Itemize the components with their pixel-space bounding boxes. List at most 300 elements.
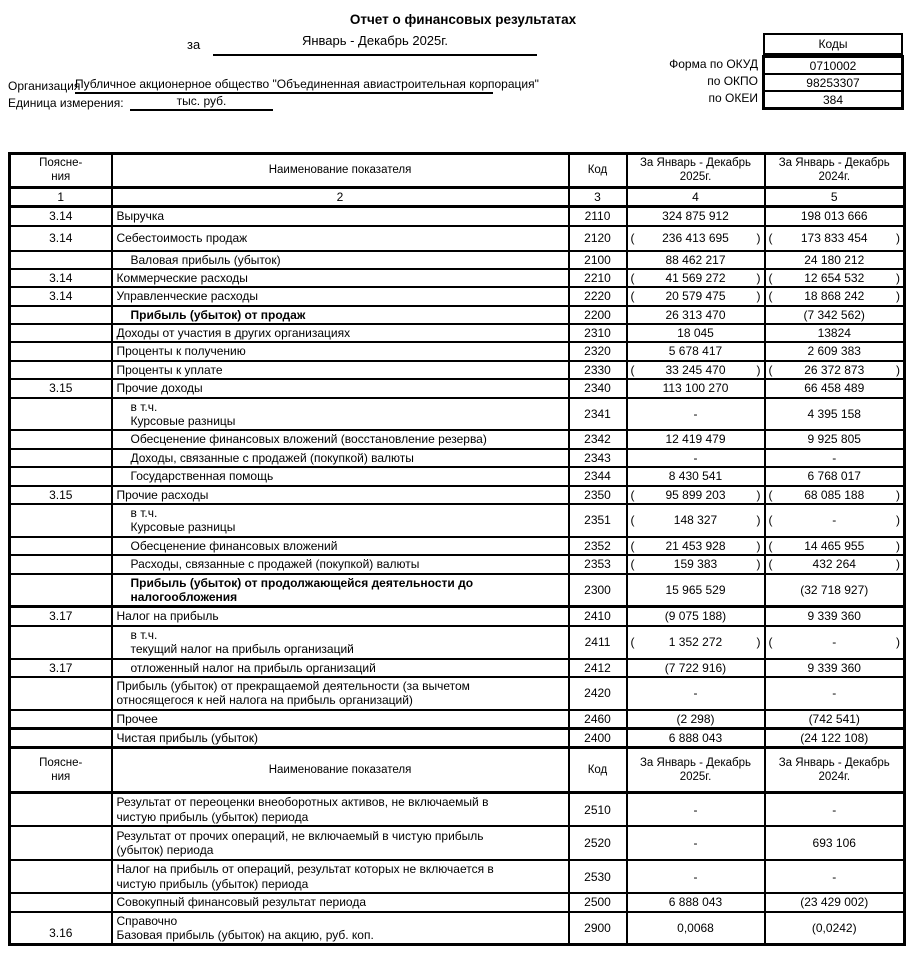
value-2024-cell: (742 541): [765, 710, 905, 729]
parenthesized-value: [769, 539, 901, 553]
notes-cell: [10, 467, 112, 485]
close-paren: ): [756, 362, 761, 377]
text-line: Расходы, связанные с продажей (покупкой) валюты: [130, 557, 420, 572]
notes-cell: 3.15: [10, 379, 112, 397]
code-cell: 2100: [569, 251, 627, 269]
notes-cell: [10, 306, 112, 324]
value-2024-cell: 2 609 383: [765, 342, 905, 360]
indicator-name-cell: [112, 826, 569, 860]
close-paren: ): [896, 557, 900, 572]
close-paren: ): [896, 289, 900, 304]
value-text: 1 352 272: [668, 634, 723, 649]
parenthesized-value: [769, 557, 901, 571]
notes-cell: [10, 826, 112, 860]
close-paren: ): [896, 230, 900, 245]
value-2025-cell: [627, 555, 765, 573]
header-period-2024: [765, 154, 905, 188]
code-cell: 2353: [569, 555, 627, 573]
parenthesized-value: [769, 231, 901, 245]
value-text: 236 413 695: [662, 230, 729, 245]
close-paren: ): [756, 230, 761, 245]
close-paren: ): [896, 513, 900, 528]
code-cell: 2410: [569, 607, 627, 626]
text-line: в т.ч.: [130, 627, 158, 642]
codes-box-title: Коды: [763, 33, 903, 55]
value-2025-cell: [627, 226, 765, 251]
header-code: Код: [569, 748, 627, 793]
notes-cell: [10, 251, 112, 269]
text-line: Проценты к получению: [116, 344, 246, 359]
unit-value: тыс. руб.: [130, 94, 273, 111]
value-2025-cell: 15 965 529: [627, 574, 765, 607]
open-paren: (: [768, 513, 773, 528]
value-2025-cell: -: [627, 449, 765, 467]
indicator-name-cell: [112, 893, 569, 911]
open-paren: (: [630, 634, 635, 649]
notes-cell: 3.14: [10, 207, 112, 226]
table-row: [10, 467, 905, 485]
code-cell: 2530: [569, 860, 627, 893]
text-line: Поясне-: [39, 757, 83, 770]
text-line: За Январь - Декабрь: [778, 157, 890, 169]
value-2025-cell: 5 678 417: [627, 342, 765, 360]
value-2025-cell: 12 419 479: [627, 430, 765, 448]
notes-cell: [10, 398, 112, 431]
page-title: Отчет о финансовых результатах: [349, 12, 577, 27]
code-cell: 2200: [569, 306, 627, 324]
parenthesized-value: [769, 488, 901, 502]
value-text: 41 569 272: [665, 270, 726, 285]
table-row: [10, 342, 905, 360]
notes-cell: [10, 860, 112, 893]
parenthesized-value: [631, 289, 761, 303]
text-line: чистую прибыль (убыток) периода: [116, 876, 309, 891]
open-paren: (: [768, 634, 773, 649]
value-2024-cell: -: [765, 793, 905, 826]
table-row: [10, 626, 905, 659]
indicator-name-cell: [112, 912, 569, 945]
text-line: Поясне-: [39, 157, 83, 169]
okud-code-value: 0710002: [809, 58, 857, 73]
indicator-name-cell: [112, 379, 569, 397]
code-cell: 2210: [569, 269, 627, 287]
value-text: 148 327: [673, 513, 718, 528]
header-indicator-name: Наименование показателя: [112, 748, 569, 793]
value-2025-cell: [627, 361, 765, 379]
notes-cell: 3.14: [10, 226, 112, 251]
text-line: 2025г.: [679, 171, 712, 184]
text-line: налогообложения: [130, 589, 238, 604]
indicator-name-cell: [112, 306, 569, 324]
text-line: в т.ч.: [130, 506, 158, 520]
header-period-2025: [627, 154, 765, 188]
header-code: Код: [569, 154, 627, 188]
parenthesized-value: [631, 539, 761, 553]
open-paren: (: [768, 230, 773, 245]
text-line: Обесценение финансовых вложений (восстановление резерва): [130, 432, 487, 447]
code-cell: 2300: [569, 574, 627, 607]
unit-label: Единица измерения:: [8, 96, 124, 110]
table-row: [10, 555, 905, 573]
value-2024-cell: [765, 361, 905, 379]
indicator-name-cell: [112, 793, 569, 826]
text-line: ния: [51, 771, 71, 784]
value-2024-cell: -: [765, 677, 905, 710]
parenthesized-value: [631, 271, 761, 285]
column-number: 4: [627, 187, 765, 206]
notes-cell: [10, 677, 112, 710]
value-2025-cell: 18 045: [627, 324, 765, 342]
open-paren: (: [768, 557, 773, 572]
code-cell: 2460: [569, 710, 627, 729]
parenthesized-value: [631, 231, 761, 245]
table-row: [10, 361, 905, 379]
table-row: [10, 793, 905, 826]
text-line: Налог на прибыль: [116, 609, 219, 624]
text-line: Государственная помощь: [130, 469, 274, 484]
notes-cell: 3.17: [10, 659, 112, 677]
text-line: ния: [51, 171, 71, 184]
value-2025-cell: [627, 486, 765, 504]
value-2025-cell: -: [627, 398, 765, 431]
value-2024-cell: [765, 486, 905, 504]
notes-cell: [10, 430, 112, 448]
value-2024-cell: 9 925 805: [765, 430, 905, 448]
parenthesized-value: [631, 635, 761, 649]
text-line: в т.ч.: [130, 399, 158, 414]
parenthesized-value: [631, 488, 761, 502]
text-line: Результат от прочих операций, не включаемый в чистую прибыль: [116, 828, 484, 843]
column-number: 1: [10, 187, 112, 206]
value-2025-cell: [627, 269, 765, 287]
column-number: 5: [765, 187, 905, 206]
indicator-name-cell: [112, 467, 569, 485]
header-period-2024: [765, 748, 905, 793]
code-cell: 2412: [569, 659, 627, 677]
indicator-name-cell: [112, 710, 569, 729]
parenthesized-value: [769, 513, 901, 527]
parenthesized-value: [631, 557, 761, 571]
period-prefix-label: за: [187, 37, 201, 52]
code-cell: 2510: [569, 793, 627, 826]
indicator-name-cell: [112, 504, 569, 537]
notes-cell: 3.15: [10, 486, 112, 504]
text-line: чистую прибыль (убыток) периода: [116, 809, 309, 824]
codes-box: [762, 55, 904, 110]
text-line: Совокупный финансовый результат периода: [116, 895, 367, 910]
table-header-row: [10, 154, 905, 188]
indicator-name-cell: [112, 287, 569, 305]
table-row: [10, 537, 905, 555]
code-cell: 2411: [569, 626, 627, 659]
indicator-name-cell: [112, 430, 569, 448]
value-2024-cell: 13824: [765, 324, 905, 342]
report-period: Январь - Декабрь 2025г.: [213, 33, 537, 56]
organization-value: Публичное акционерное общество "Объединенная авиастроительная корпорация": [75, 77, 493, 94]
code-cell: 2110: [569, 207, 627, 226]
value-2024-cell: (0,0242): [765, 912, 905, 945]
text-line: Управленческие расходы: [116, 289, 258, 304]
code-cell: 2420: [569, 677, 627, 710]
value-2025-cell: 324 875 912: [627, 207, 765, 226]
value-text: 159 383: [673, 557, 718, 572]
open-paren: (: [768, 487, 773, 502]
indicator-name-cell: [112, 537, 569, 555]
value-2024-cell: [765, 287, 905, 305]
table-row: [10, 226, 905, 251]
column-number: 3: [569, 187, 627, 206]
value-2025-cell: [627, 626, 765, 659]
close-paren: ): [756, 634, 761, 649]
table-row: [10, 729, 905, 748]
parenthesized-value: [769, 271, 901, 285]
value-text: -: [832, 513, 837, 528]
indicator-name-cell: [112, 324, 569, 342]
notes-cell: [10, 793, 112, 826]
table-row: [10, 324, 905, 342]
value-2025-cell: 113 100 270: [627, 379, 765, 397]
value-2024-cell: 693 106: [765, 826, 905, 860]
notes-cell: [10, 710, 112, 729]
text-line: 2024г.: [818, 771, 851, 784]
indicator-name-cell: [112, 677, 569, 710]
text-line: Прибыль (убыток) от продолжающейся деятельности до: [130, 575, 474, 590]
text-line: Справочно: [116, 913, 178, 928]
value-text: 18 868 242: [804, 289, 865, 304]
table-row: [10, 607, 905, 626]
value-2025-cell: 88 462 217: [627, 251, 765, 269]
notes-cell: [10, 729, 112, 748]
text-line: За Январь - Декабрь: [778, 757, 890, 770]
notes-cell: 3.17: [10, 607, 112, 626]
value-2024-cell: -: [765, 860, 905, 893]
indicator-name-cell: [112, 342, 569, 360]
value-text: 26 372 873: [804, 362, 865, 377]
value-2024-cell: [765, 626, 905, 659]
indicator-name-cell: [112, 659, 569, 677]
text-line: Налог на прибыль от операций, результат которых не включается в: [116, 862, 494, 877]
indicator-name-cell: [112, 860, 569, 893]
text-line: Доходы от участия в других организациях: [116, 326, 351, 341]
notes-cell: [10, 361, 112, 379]
table-row: [10, 287, 905, 305]
close-paren: ): [756, 557, 761, 572]
table-row: [10, 398, 905, 431]
open-paren: (: [630, 538, 635, 553]
parenthesized-value: [631, 363, 761, 377]
code-cell: 2352: [569, 537, 627, 555]
text-line: 2025г.: [679, 771, 712, 784]
notes-cell: [10, 324, 112, 342]
value-text: 14 465 955: [804, 538, 865, 553]
code-cell: 2120: [569, 226, 627, 251]
open-paren: (: [630, 230, 635, 245]
text-line: Проценты к уплате: [116, 362, 223, 377]
value-2024-cell: 4 395 158: [765, 398, 905, 431]
value-2024-cell: (32 718 927): [765, 574, 905, 607]
close-paren: ): [896, 487, 900, 502]
indicator-name-cell: [112, 398, 569, 431]
value-text: 21 453 928: [665, 538, 726, 553]
close-paren: ): [896, 634, 900, 649]
code-cell: 2400: [569, 729, 627, 748]
close-paren: ): [756, 270, 761, 285]
organization-label: Организация: [8, 79, 81, 93]
code-cell: 2310: [569, 324, 627, 342]
okud-label: Форма по ОКУД: [669, 57, 758, 71]
value-2025-cell: (2 298): [627, 710, 765, 729]
table-row: [10, 379, 905, 397]
close-paren: ): [896, 270, 900, 285]
text-line: Себестоимость продаж: [116, 230, 248, 245]
value-2025-cell: 6 888 043: [627, 729, 765, 748]
close-paren: ): [756, 289, 761, 304]
text-line: Коммерческие расходы: [116, 270, 248, 285]
indicator-name-cell: [112, 207, 569, 226]
open-paren: (: [630, 362, 635, 377]
open-paren: (: [768, 362, 773, 377]
parenthesized-value: [769, 635, 901, 649]
table-row: [10, 710, 905, 729]
value-text: 432 264: [812, 557, 856, 572]
notes-cell: [10, 537, 112, 555]
code-cell: 2344: [569, 467, 627, 485]
value-2024-cell: 9 339 360: [765, 659, 905, 677]
open-paren: (: [768, 289, 773, 304]
close-paren: ): [756, 487, 761, 502]
value-text: -: [832, 634, 837, 649]
open-paren: (: [630, 487, 635, 502]
okpo-label: по ОКПО: [707, 74, 758, 88]
code-cell: 2220: [569, 287, 627, 305]
text-line: отложенный налог на прибыль организаций: [130, 660, 376, 675]
value-2025-cell: [627, 504, 765, 537]
value-text: 12 654 532: [804, 270, 865, 285]
code-cell: 2351: [569, 504, 627, 537]
value-text: 68 085 188: [804, 487, 865, 502]
value-text: 95 899 203: [665, 487, 726, 502]
value-2024-cell: 6 768 017: [765, 467, 905, 485]
value-2024-cell: (7 342 562): [765, 306, 905, 324]
text-line: За Январь - Декабрь: [639, 757, 751, 770]
open-paren: (: [630, 289, 635, 304]
value-2024-cell: 9 339 360: [765, 607, 905, 626]
code-cell: 2900: [569, 912, 627, 945]
parenthesized-value: [769, 363, 901, 377]
value-2024-cell: 24 180 212: [765, 251, 905, 269]
value-2024-cell: [765, 555, 905, 573]
table-row: [10, 269, 905, 287]
text-line: Прочее: [116, 711, 158, 726]
value-2025-cell: -: [627, 677, 765, 710]
parenthesized-value: [769, 289, 901, 303]
table-row: [10, 659, 905, 677]
value-2025-cell: 26 313 470: [627, 306, 765, 324]
table-row: [10, 207, 905, 226]
text-line: Прибыль (убыток) от прекращаемой деятельности (за вычетом: [116, 678, 470, 693]
table-row: [10, 306, 905, 324]
indicator-name-cell: [112, 626, 569, 659]
table-body: [10, 154, 905, 945]
notes-cell: [10, 342, 112, 360]
open-paren: (: [630, 557, 635, 572]
table-row: [10, 486, 905, 504]
text-line: относящегося к ней налога на прибыль организаций): [116, 693, 413, 708]
table-row: [10, 449, 905, 467]
code-cell: 2330: [569, 361, 627, 379]
value-2024-cell: [765, 504, 905, 537]
value-2024-cell: -: [765, 449, 905, 467]
value-2025-cell: -: [627, 793, 765, 826]
text-line: Базовая прибыль (убыток) на акцию, руб. коп.: [116, 928, 374, 943]
value-2025-cell: -: [627, 860, 765, 893]
notes-cell: [10, 893, 112, 911]
financial-results-table: [8, 152, 906, 946]
notes-cell: [10, 555, 112, 573]
close-paren: ): [896, 362, 900, 377]
indicator-name-cell: [112, 555, 569, 573]
table-row: [10, 826, 905, 860]
text-line: Прочие доходы: [116, 381, 203, 396]
indicator-name-cell: [112, 361, 569, 379]
open-paren: (: [630, 513, 635, 528]
parenthesized-value: [631, 513, 761, 527]
header-notes: [10, 154, 112, 188]
indicator-name-cell: [112, 226, 569, 251]
value-2024-cell: (24 122 108): [765, 729, 905, 748]
value-2025-cell: 6 888 043: [627, 893, 765, 911]
code-cell: 2500: [569, 893, 627, 911]
value-text: 33 245 470: [665, 362, 726, 377]
value-text: 20 579 475: [665, 289, 726, 304]
table-row: [10, 504, 905, 537]
text-line: Прочие расходы: [116, 487, 209, 502]
text-line: Курсовые разницы: [130, 520, 236, 535]
value-2025-cell: 8 430 541: [627, 467, 765, 485]
value-2024-cell: 198 013 666: [765, 207, 905, 226]
table-row: [10, 430, 905, 448]
text-line: Чистая прибыль (убыток): [116, 731, 258, 746]
notes-cell: [10, 449, 112, 467]
open-paren: (: [630, 270, 635, 285]
text-line: Результат от переоценки внеоборотных активов, не включаемый в: [116, 795, 489, 810]
header-period-2025: [627, 748, 765, 793]
text-line: Прибыль (убыток) от продаж: [130, 307, 306, 322]
code-cell: 2520: [569, 826, 627, 860]
value-2025-cell: (7 722 916): [627, 659, 765, 677]
text-line: За Январь - Декабрь: [639, 157, 751, 169]
value-2025-cell: [627, 537, 765, 555]
table-row: [10, 893, 905, 911]
value-2024-cell: (23 429 002): [765, 893, 905, 911]
value-2025-cell: [627, 287, 765, 305]
text-line: Обесценение финансовых вложений: [130, 538, 338, 553]
notes-cell: [10, 626, 112, 659]
notes-cell: [10, 574, 112, 607]
close-paren: ): [756, 538, 761, 553]
notes-cell: [10, 504, 112, 537]
okei-label: по ОКЕИ: [708, 91, 758, 105]
text-line: Курсовые разницы: [130, 414, 236, 429]
okpo-code-value: 98253307: [765, 73, 901, 90]
open-paren: (: [768, 270, 773, 285]
indicator-name-cell: [112, 449, 569, 467]
text-line: Выручка: [116, 209, 165, 224]
table-row: [10, 251, 905, 269]
value-2024-cell: [765, 537, 905, 555]
value-2025-cell: 0,0068: [627, 912, 765, 945]
value-2025-cell: (9 075 188): [627, 607, 765, 626]
